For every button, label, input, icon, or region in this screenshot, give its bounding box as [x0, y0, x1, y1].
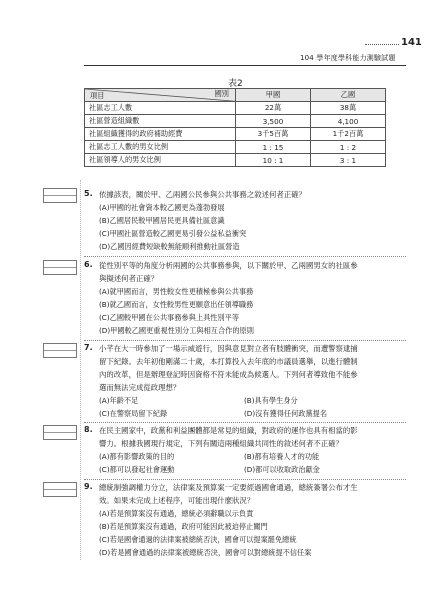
question-number: 7.: [84, 343, 93, 352]
answer-option: (D)沒有獲得任何政黨提名: [244, 409, 328, 418]
cell-value: 4,100: [311, 115, 386, 128]
answer-option: (C)在警察局留下紀錄: [99, 409, 168, 418]
header-dotted-line: [365, 44, 399, 45]
question-separator: [84, 340, 406, 341]
question-number: 6.: [84, 260, 93, 269]
answer-option: (B)就乙國而言，女性較男性更願意出任領導職務: [99, 300, 254, 309]
answer-option: (B)乙國居民較甲國居民更具備社區意識: [99, 216, 225, 225]
answer-option: (B)都有培養人才的功能: [244, 452, 320, 461]
answer-option: (A)若是預算案沒有通過，總統必須辭職以示負責: [99, 509, 254, 518]
column-header: 乙國: [311, 89, 386, 102]
cell-value: 22萬: [236, 102, 311, 115]
question-stem: 與擬述何者正確？: [99, 274, 159, 283]
answer-option: (B)若是預算案沒有通過，政府可能因此被迫停止關門: [99, 522, 268, 531]
corner-bottom-label: 項目: [90, 91, 105, 100]
table-header-row: [85, 89, 386, 102]
question-stem: 小芊在大一時參加了一場示威遊行，因與意見對立者有肢體衝突，而遭警察逮捕: [99, 344, 358, 353]
row-item: 社區營造組織數: [85, 115, 236, 128]
corner-top-label: 國別: [214, 89, 229, 98]
table-title: 表2: [228, 79, 243, 89]
answer-option: (D)乙國因經費短缺較無能順利推動社區營造: [99, 242, 240, 251]
column-header: 甲國: [236, 89, 311, 102]
answer-option: (A)就甲國而言，男性較女性更積極參與公共事務: [99, 287, 254, 296]
cell-value: 3千5百萬: [236, 128, 311, 141]
answer-option: (A)年齡不足: [99, 396, 139, 405]
score-box-divider: [44, 426, 76, 433]
score-box: [43, 260, 77, 275]
cell-value: 10 : 1: [236, 154, 311, 167]
question-stem: 依據該表，關於甲、乙兩國公民參與公共事務之敘述何者正確？: [99, 190, 306, 199]
score-box: [43, 482, 77, 497]
cell-value: 38萬: [311, 102, 386, 115]
header-rule: [84, 65, 406, 66]
question-stem: 總統制強調權力分立，法律案及預算案一定要經過國會通過，總統簽署公布才生: [99, 483, 358, 492]
data-table: [84, 88, 386, 167]
question-number: 5.: [84, 189, 93, 198]
score-box-divider: [44, 344, 76, 351]
score-box: [43, 188, 77, 203]
score-box-divider: [44, 261, 76, 268]
answer-option: (A)都有影響政策的目的: [99, 452, 175, 461]
table-row: [85, 128, 386, 141]
question-stem: 效。如果未完成上述程序，可能出現什麼狀況？: [99, 496, 255, 505]
question-stem: 留下紀錄。去年初他剛滿二十歲，本打算投入去年底的市議員選舉，以進行體制: [99, 357, 358, 366]
page-number: 141: [401, 37, 422, 48]
answer-option: (C)都可以發起社會運動: [99, 465, 175, 474]
row-item: 社區志工人數: [85, 102, 236, 115]
question-stem: 選而無法完成從政理想？: [99, 383, 181, 392]
exam-title: 104 學年度學科能力測驗試題: [300, 54, 396, 62]
score-box-divider: [44, 189, 76, 196]
row-item: 社區領導人的男女比例: [85, 154, 236, 167]
answer-option: (C)若是國會通過的法律案被總統否決，國會可以提案罷免總統: [99, 535, 297, 544]
row-item: 社區志工人數的男女比例: [85, 141, 236, 154]
table-row: [85, 102, 386, 115]
answer-option: (D)甲國較乙國更重視性別分工與相互合作的原則: [99, 326, 254, 335]
question-separator: [84, 479, 406, 480]
answer-option: (C)甲國社區營造較乙國更易引發公益私益衝突: [99, 229, 247, 238]
question-stem: 內的改革，但是辦理登記時因資格不符未能成為候選人。下列何者導致他不能參: [99, 370, 358, 379]
question-separator: [84, 422, 406, 423]
answer-option: (D)若是國會通過的法律案被總統否決，國會可以對總統提不信任案: [99, 548, 312, 557]
answer-option: (A)甲國的社會資本較乙國更為蓬勃發展: [99, 203, 225, 212]
table-corner-cell: [85, 89, 236, 102]
question-stem: 響力。根據我國現行規定，下列有關這兩種組織共同性的敘述何者不正確？: [99, 439, 343, 448]
question-separator: [84, 256, 406, 257]
cell-value: 3 : 1: [311, 154, 386, 167]
answer-option: (C)乙國較甲國在公共事務參與上具性別平等: [99, 313, 240, 322]
table-row: [85, 154, 386, 167]
row-item: 社區組織獲得的政府補助經費: [85, 128, 236, 141]
answer-option: (B)具有學生身分: [244, 396, 298, 405]
question-number: 8.: [84, 425, 93, 434]
question-stem: 在民主國家中，政黨和利益團體都是常見的組織，對政府的運作也具有相當的影: [99, 426, 358, 435]
score-box: [43, 343, 77, 358]
cell-value: 3,500: [236, 115, 311, 128]
score-box-divider: [44, 483, 76, 490]
score-box: [43, 425, 77, 440]
table-row: [85, 141, 386, 154]
table-row: [85, 115, 386, 128]
question-stem: 從性別平等的角度分析兩國的公共事務參與，以下關於甲、乙兩國男女的社區參: [99, 261, 358, 270]
cell-value: 1 : 2: [311, 141, 386, 154]
question-number: 9.: [84, 482, 93, 491]
cell-value: 1千2百萬: [311, 128, 386, 141]
margin-dotted-line: [80, 180, 81, 560]
cell-value: 1 : 15: [236, 141, 311, 154]
answer-option: (D)都可以收取政治獻金: [244, 465, 320, 474]
